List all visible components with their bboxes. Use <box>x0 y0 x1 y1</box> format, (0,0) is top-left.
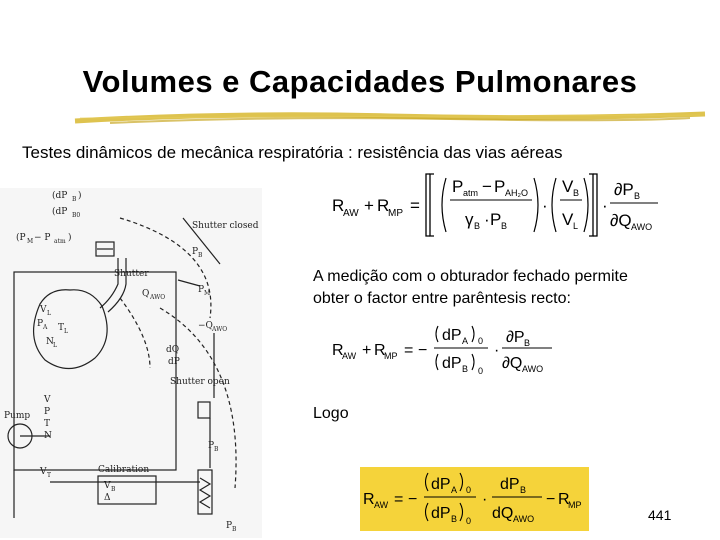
svg-text:dP: dP <box>431 505 451 522</box>
svg-text:dP: dP <box>442 327 462 344</box>
svg-text:T: T <box>44 419 51 429</box>
slide-title: Volumes e Capacidades Pulmonares <box>82 64 638 99</box>
svg-text:AW: AW <box>374 500 389 510</box>
svg-text:M: M <box>27 238 34 245</box>
svg-text:N: N <box>46 337 54 347</box>
equation-2 <box>330 322 560 382</box>
svg-text:0: 0 <box>478 336 484 346</box>
svg-text:AH₂O: AH₂O <box>505 188 528 198</box>
svg-text:V: V <box>40 305 47 315</box>
svg-text:T: T <box>58 323 65 333</box>
svg-text:B: B <box>524 338 531 348</box>
title-underline <box>70 106 710 130</box>
svg-text:P: P <box>208 441 215 451</box>
svg-text:B: B <box>474 221 481 231</box>
svg-text:atm: atm <box>463 188 479 198</box>
svg-text:dQ: dQ <box>492 505 514 522</box>
svg-text:R: R <box>558 491 570 508</box>
svg-text:B: B <box>634 191 641 201</box>
logo-label: Logo <box>313 405 349 422</box>
svg-text:L: L <box>53 342 57 349</box>
svg-text:MP: MP <box>388 208 403 219</box>
svg-text:=: = <box>394 491 404 508</box>
svg-text:0: 0 <box>466 516 472 526</box>
svg-text:P: P <box>494 177 506 196</box>
svg-text:− P: − P <box>34 233 51 243</box>
svg-text:·: · <box>494 342 500 359</box>
svg-text:B0: B0 <box>72 212 81 219</box>
svg-text:dP: dP <box>168 357 180 367</box>
svg-text:L: L <box>64 328 68 335</box>
svg-text:AWO: AWO <box>631 222 653 232</box>
svg-text:P: P <box>44 407 51 417</box>
svg-text:B: B <box>501 221 508 231</box>
label-shutter-closed: Shutter closed <box>192 221 259 231</box>
svg-text:P: P <box>226 521 233 531</box>
svg-text:=: = <box>404 342 414 359</box>
svg-text:V: V <box>104 481 111 491</box>
label-pump: Pump <box>4 411 31 421</box>
svg-text:AWO: AWO <box>212 326 228 333</box>
svg-text:V: V <box>562 210 574 229</box>
svg-text:dQ: dQ <box>166 345 180 355</box>
svg-text:AW: AW <box>342 351 357 361</box>
svg-text:AWO: AWO <box>150 294 166 301</box>
svg-text:AWO: AWO <box>522 364 544 374</box>
page-number: 441 <box>648 507 672 523</box>
svg-text:0: 0 <box>478 366 484 376</box>
svg-text:·: · <box>484 210 490 229</box>
svg-text:L: L <box>47 310 51 317</box>
svg-text:−: − <box>482 177 492 196</box>
svg-text:γ: γ <box>465 210 474 229</box>
svg-text:·: · <box>602 196 608 215</box>
equation-1 <box>330 168 660 242</box>
svg-text:B: B <box>214 446 219 453</box>
svg-text:(dP: (dP <box>52 207 68 217</box>
label-calibration: Calibration <box>98 465 150 475</box>
svg-text:T: T <box>47 472 52 479</box>
svg-text:B: B <box>520 485 527 495</box>
svg-text:A: A <box>451 485 458 495</box>
svg-text:P: P <box>490 210 502 229</box>
svg-text:R: R <box>363 491 375 508</box>
svg-text:=: = <box>410 196 420 215</box>
svg-text:P: P <box>198 285 205 295</box>
svg-text:B: B <box>111 486 116 493</box>
svg-text:∂Q: ∂Q <box>502 355 523 372</box>
svg-text:AWO: AWO <box>513 514 535 524</box>
svg-text:P: P <box>37 319 44 329</box>
svg-text:L: L <box>573 221 579 231</box>
svg-text:dP: dP <box>442 355 462 372</box>
paragraph-line-1: A medição com o obturador fechado permite <box>313 268 628 285</box>
plethysmograph-diagram <box>0 188 262 538</box>
svg-text:A: A <box>43 324 48 331</box>
svg-text:(dP: (dP <box>52 191 68 201</box>
svg-text:R: R <box>332 196 345 215</box>
svg-text:·: · <box>482 491 488 508</box>
svg-text:AW: AW <box>343 208 359 219</box>
svg-text:B: B <box>72 196 77 203</box>
svg-text:B: B <box>198 252 203 259</box>
svg-text:B: B <box>573 188 580 198</box>
svg-text:∂P: ∂P <box>614 180 634 199</box>
svg-text:): ) <box>68 233 72 243</box>
svg-text:): ) <box>78 191 82 201</box>
svg-text:−Q: −Q <box>198 321 213 331</box>
svg-text:∂Q: ∂Q <box>610 211 632 230</box>
svg-text:dP: dP <box>500 476 520 493</box>
svg-text:MP: MP <box>568 500 582 510</box>
svg-text:+: + <box>362 342 372 359</box>
svg-text:atm: atm <box>54 238 66 245</box>
svg-text:V: V <box>40 467 47 477</box>
label-shutter-open: Shutter open <box>170 377 230 387</box>
svg-text:0: 0 <box>466 485 472 495</box>
svg-text:V: V <box>44 395 51 405</box>
svg-text:∂P: ∂P <box>506 329 525 346</box>
svg-text:·: · <box>542 196 548 215</box>
slide-subtitle: Testes dinâmicos de mecânica respiratória : resistência das vias aéreas <box>22 143 563 162</box>
svg-text:+: + <box>364 196 374 215</box>
svg-text:V: V <box>562 177 574 196</box>
svg-text:−: − <box>408 491 418 508</box>
svg-text:MP: MP <box>384 351 398 361</box>
svg-text:R: R <box>374 342 386 359</box>
svg-text:B: B <box>451 514 458 524</box>
label-shutter: Shutter <box>114 269 149 279</box>
svg-text:Δ: Δ <box>104 493 111 503</box>
svg-text:(P: (P <box>16 233 26 243</box>
svg-text:−: − <box>418 342 428 359</box>
svg-text:P: P <box>192 247 199 257</box>
svg-text:B: B <box>232 526 237 533</box>
svg-text:R: R <box>332 342 344 359</box>
svg-text:P: P <box>452 177 464 196</box>
paragraph-line-2: obter o factor entre parêntesis recto: <box>313 290 571 307</box>
svg-text:N: N <box>44 431 52 441</box>
svg-text:B: B <box>462 364 469 374</box>
svg-text:Q: Q <box>142 289 150 299</box>
svg-text:A: A <box>462 336 469 346</box>
svg-text:dP: dP <box>431 476 451 493</box>
svg-text:R: R <box>377 196 390 215</box>
svg-text:M: M <box>204 290 211 297</box>
svg-text:−: − <box>546 491 556 508</box>
equation-3 <box>360 467 589 531</box>
